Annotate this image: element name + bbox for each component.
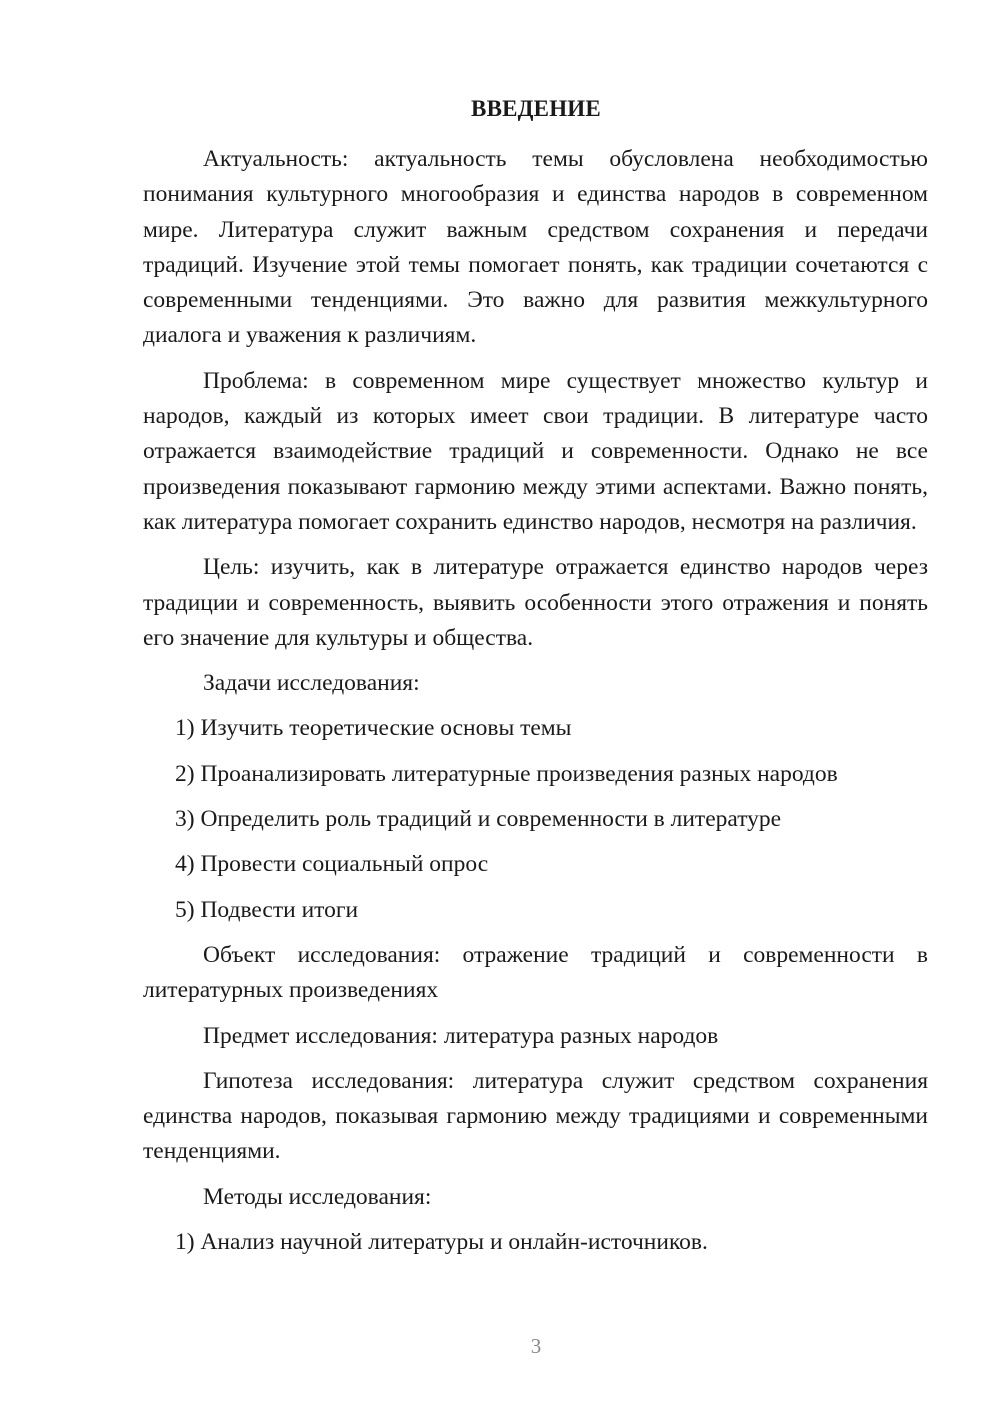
method-item-1: 1) Анализ научной литературы и онлайн-источников.	[175, 1229, 708, 1256]
relevance-paragraph: Актуальность: актуальность темы обусловлена необходимостью понимания культурного многообразия и единства народов в современном мире. Литература служит важным средством сохранения и передачи традиций. Изучение этой темы помогает понять, как традиции сочетаются с современными тенденциями. Это важно для развития межкультурного диалога и уважения к различиям.	[143, 146, 928, 349]
document-body	[143, 142, 928, 1270]
page-number: 3	[530, 1334, 542, 1358]
hypothesis-paragraph: Гипотеза исследования: литература служит средством сохранения единства народов, показывая гармонию между традициями и современными тенденциями.	[143, 1067, 928, 1165]
task-item-2: 2) Проанализировать литературные произведения разных народов	[175, 760, 838, 787]
task-item-3: 3) Определить роль традиций и современности в литературе	[175, 806, 782, 833]
task-item-4: 4) Провести социальный опрос	[175, 851, 489, 878]
tasks-heading: Задачи исследования:	[203, 670, 420, 697]
methods-heading: Методы исследования:	[203, 1183, 432, 1210]
object-paragraph: Объект исследования: отражение традиций и современности в литературных произведениях	[143, 941, 928, 1004]
goal-paragraph: Цель: изучить, как в литературе отражается единство народов через традиции и современность, выявить особенности этого отражения и понять его значение для культуры и общества.	[143, 554, 928, 651]
task-item-1: 1) Изучить теоретические основы темы	[175, 715, 572, 742]
section-title: ВВЕДЕНИЕ	[471, 96, 601, 121]
subject-paragraph: Предмет исследования: литература разных народов	[203, 1022, 719, 1049]
problem-paragraph: Проблема: в современном мире существует множество культур и народов, каждый из которых имеет свои традиции. В литературе часто отражается взаимодействие традиций и современности. Однако не все произведения показывают гармонию между этими аспектами. Важно понять, как литература помогает сохранить единство народов, несмотря на различия.	[143, 367, 928, 535]
task-item-5: 5) Подвести итоги	[175, 896, 359, 923]
